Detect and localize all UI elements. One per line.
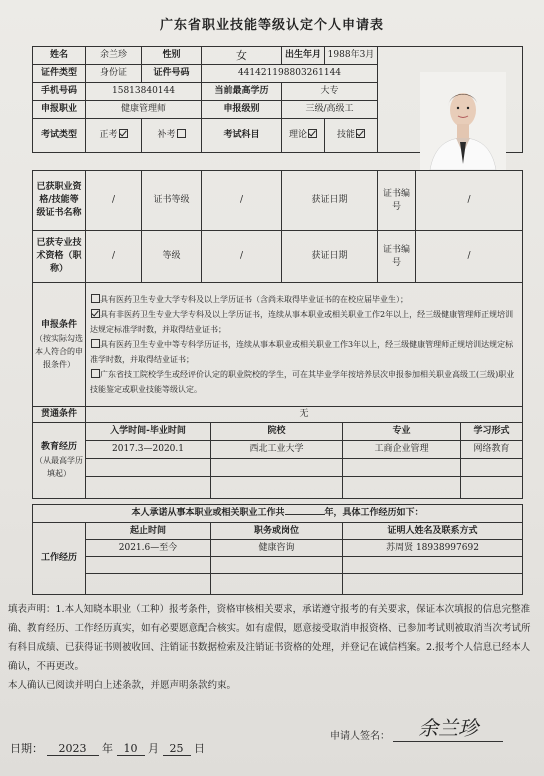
conditions-table (32, 282, 523, 407)
applicant-photo (420, 72, 506, 170)
signature-area (330, 712, 503, 742)
label-title-issue-date: 获证日期 (282, 231, 378, 283)
table-row (33, 441, 523, 459)
condition-item (90, 292, 518, 307)
label-edu: 当前最高学历 (202, 83, 282, 101)
label-cert-no: 证书编号 (378, 171, 416, 231)
exam-regular (86, 119, 142, 153)
value-title-name: / (86, 231, 142, 283)
value-title-level: / (202, 231, 282, 283)
exam-makeup-label: 补考 (157, 130, 176, 140)
sign-label: 申请人签名： (330, 731, 390, 742)
edu-time: 2017.3—2020.1 (86, 441, 211, 459)
label-name: 姓名 (33, 47, 86, 65)
value-gender: 女 (202, 47, 282, 65)
label-cert-level: 证书等级 (142, 171, 202, 231)
exam-skill (325, 119, 378, 153)
table-row (33, 540, 523, 557)
checkbox-checked-icon[interactable] (91, 309, 100, 318)
label-pass-cond: 贯通条件 (33, 407, 86, 423)
checkbox-icon[interactable] (91, 369, 100, 378)
condition-text: 具有医药卫生专业中等专科学历证书，连续从事本职业或相关职业工作3年以上，经三级健康管理师正规培训达规定标准学时数，并取得结业证书； (90, 340, 514, 364)
checkbox-icon[interactable] (91, 339, 100, 348)
work-witness: 苏周贤 18938997692 (343, 540, 523, 557)
label-title-cert-no: 证书编号 (378, 231, 416, 283)
work-post: 健康咨询 (211, 540, 343, 557)
exam-skill-label: 技能 (336, 130, 355, 140)
label-title-cert: 已获专业技术资格（职称） (33, 231, 86, 283)
condition-text: 具有非医药卫生专业大学专科及以上学历证书，连续从事本职业或相关职业工作2年以上，经三级健康管理师正规培训达规定标准学时数，并取得结业证书； (90, 310, 514, 334)
date-line (10, 740, 205, 756)
label-gender: 性别 (142, 47, 202, 65)
edu-major: 工商企业管理 (343, 441, 461, 459)
condition-text: 广东省技工院校学生或经评价认定的职业院校的学生，可在其毕业学年按培养层次申报参加相关职业高级工(三级)职业技能鉴定或职业技能等级认定。 (90, 370, 515, 394)
date-year[interactable]: 2023 (47, 742, 99, 756)
value-cert-no: / (416, 171, 523, 231)
col-edu-time: 入学时间-毕业时间 (86, 423, 211, 441)
declaration-confirm: 本人确认已阅读并明白上述条款，并愿声明条款约束。 (8, 680, 237, 691)
table-row (33, 574, 523, 595)
date-day-unit: 日 (194, 742, 205, 755)
label-issue-date: 获证日期 (282, 171, 378, 231)
date-year-unit: 年 (102, 742, 113, 755)
edu-mode: 网络教育 (461, 441, 523, 459)
condition-item (90, 307, 518, 337)
value-occupation: 健康管理师 (86, 101, 202, 119)
checkbox-checked-icon[interactable] (356, 129, 365, 138)
work-table (32, 504, 523, 595)
label-id-no: 证件号码 (142, 65, 202, 83)
conditions-label-cell (33, 283, 86, 407)
value-id-type: 身份证 (86, 65, 142, 83)
value-name: 余兰珍 (86, 47, 142, 65)
work-commitment-text: 本人承诺从事本职业或相关职业工作共 (131, 508, 285, 518)
exam-makeup (142, 119, 202, 153)
checkbox-icon[interactable] (177, 129, 186, 138)
checkbox-checked-icon[interactable] (308, 129, 317, 138)
value-cert-level: / (202, 171, 282, 231)
label-occupation: 申报职业 (33, 101, 86, 119)
date-month[interactable]: 10 (117, 742, 145, 756)
value-phone: 15813840144 (86, 83, 202, 101)
label-level: 申报级别 (202, 101, 282, 119)
col-study-mode: 学习形式 (461, 423, 523, 441)
label-conditions: 申报条件 (40, 319, 77, 330)
col-work-post: 职务或岗位 (211, 523, 343, 540)
table-row (33, 557, 523, 574)
portrait-icon (420, 72, 506, 170)
checkbox-icon[interactable] (91, 294, 100, 303)
exam-theory-label: 理论 (288, 130, 307, 140)
value-cert-name: / (86, 171, 142, 231)
date-label: 日期： (10, 742, 43, 755)
work-time: 2021.6—至今 (86, 540, 211, 557)
label-phone: 手机号码 (33, 83, 86, 101)
label-id-type: 证件类型 (33, 65, 86, 83)
exam-theory (282, 119, 325, 153)
education-table (32, 406, 523, 499)
col-work-time: 起止时间 (86, 523, 211, 540)
value-edu: 大专 (282, 83, 378, 101)
checkbox-checked-icon[interactable] (119, 129, 128, 138)
date-day[interactable]: 25 (163, 742, 191, 756)
qualification-table (32, 170, 523, 283)
form-title: 广东省职业技能等级认定个人申请表 (159, 18, 384, 33)
table-row (33, 477, 523, 499)
col-major: 专业 (343, 423, 461, 441)
value-pass-cond: 无 (86, 407, 523, 423)
label-exam-type: 考试类型 (33, 119, 86, 153)
edu-hint: （从最高学历填起） (35, 456, 83, 478)
condition-text: 具有医药卫生专业大学专科及以上学历证书（含尚未取得毕业证书的在校应届毕业生）； (100, 295, 408, 304)
declaration (8, 600, 536, 695)
col-school: 院校 (211, 423, 343, 441)
condition-item (90, 337, 518, 367)
label-edu-history: 教育经历 (40, 442, 77, 452)
value-id-no: 441421198803261144 (202, 65, 378, 83)
label-birth: 出生年月 (282, 47, 325, 65)
handwritten-signature[interactable]: 余兰珍 (393, 712, 503, 742)
conditions-list (86, 283, 523, 407)
label-title-level: 等级 (142, 231, 202, 283)
edu-school: 西北工业大学 (211, 441, 343, 459)
label-work: 工作经历 (33, 523, 86, 595)
work-commitment (33, 505, 523, 523)
education-label-cell (33, 423, 86, 499)
condition-item (90, 367, 518, 397)
col-witness: 证明人姓名及联系方式 (343, 523, 523, 540)
value-level: 三级/高级工 (282, 101, 378, 119)
label-exam-subject: 考试科目 (202, 119, 282, 153)
work-years-blank[interactable] (285, 514, 325, 515)
value-birth: 1988年3月 (325, 47, 378, 65)
date-month-unit: 月 (148, 742, 159, 755)
conditions-hint: （按实际勾选本人符合的申报条件） (35, 333, 83, 369)
declaration-text: 填表声明：1.本人知晓本职业（工种）报考条件，资格审核相关要求，承诺遵守报考的有关要求，保证本次填报的信息完整准确、教育经历、工作经历真实，如有必要愿意配合核实。如有虚假，愿意接受取消申报资格、已参加考试则被取消当次考试所有科目成绩、已获得证书则被收回、注销证书数据检索及注销证书资格的处理，并登记在诚信档案。2.报考个人信息已经本人确认，不再更改。 (8, 604, 531, 672)
exam-regular-label: 正考 (99, 130, 118, 140)
label-cert-status: 已获职业资格/技能等级证书名称 (33, 171, 86, 231)
value-title-cert-no: / (416, 231, 523, 283)
table-row (33, 459, 523, 477)
work-commitment-tail: 年，具体工作经历如下： (324, 508, 424, 518)
